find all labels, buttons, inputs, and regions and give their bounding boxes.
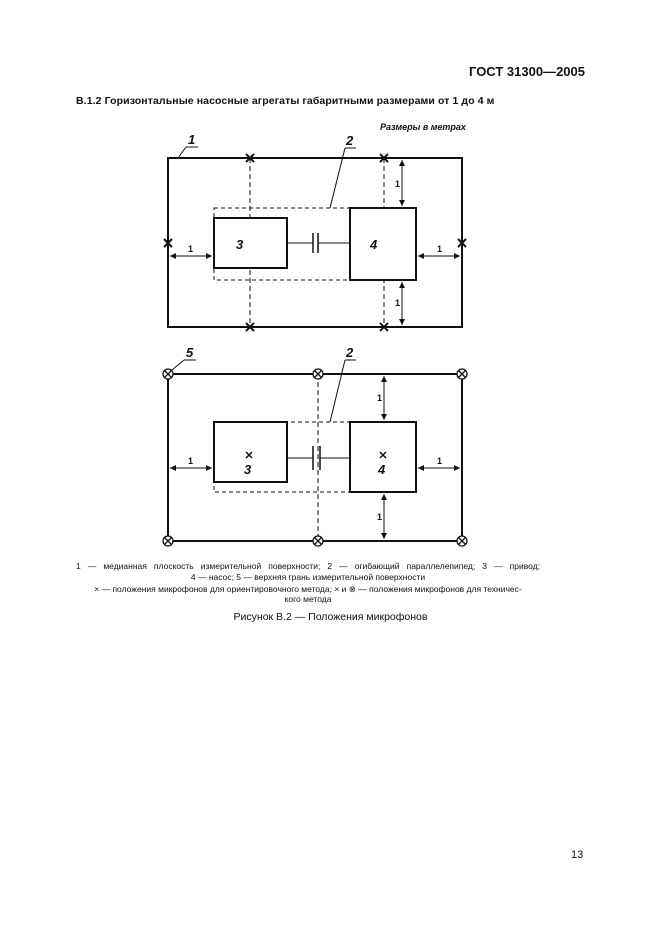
pump-label: 4	[378, 462, 386, 477]
dimension-label: 1	[437, 456, 443, 466]
figure-legend-line: × — положения микрофонов для ориентировочного метода; × и ⊗ — положения микрофонов для техничес-	[94, 584, 522, 594]
figure-legend-line: 4 — насос; 5 — верхняя грань измерительной поверхности	[190, 572, 426, 582]
top-diagram	[164, 132, 466, 331]
dimension-label: 1	[377, 512, 383, 522]
dimension-label: 1	[395, 179, 401, 189]
pump-box	[350, 208, 416, 280]
page-number: 13	[571, 849, 584, 861]
leader-line	[330, 360, 345, 422]
units-note: Размеры в метрах	[380, 122, 466, 132]
drive-label: 3	[244, 462, 252, 477]
figure-caption: Рисунок B.2 — Положения микрофонов	[233, 611, 428, 623]
leader-line	[178, 147, 186, 158]
measurement-surface-top	[168, 158, 462, 327]
callout-2: 2	[346, 345, 354, 360]
microphone-circled-cross-icon	[313, 536, 323, 546]
drive-label: 3	[236, 237, 244, 252]
callout-5: 5	[186, 345, 194, 360]
dimension-label: 1	[188, 456, 194, 466]
leader-line	[172, 360, 184, 370]
dimension-label: 1	[395, 298, 401, 308]
pump-box	[350, 422, 416, 492]
bottom-diagram	[163, 345, 467, 546]
callout-1: 1	[188, 132, 196, 147]
section-title: B.1.2 Горизонтальные насосные агрегаты габаритными размерами от 1 до 4 м	[76, 95, 495, 107]
microphone-circled-cross-icon	[457, 536, 467, 546]
document-header: ГОСТ 31300—2005	[469, 64, 585, 79]
drive-box	[214, 218, 287, 268]
microphone-circled-cross-icon	[313, 369, 323, 379]
measurement-surface-bottom	[168, 374, 462, 541]
figure-legend-line: кого метода	[284, 594, 332, 604]
dimension-label: 1	[437, 244, 443, 254]
figure-legend-line: 1 — медианная плоскость измерительной поверхности; 2 — огибающий параллелепипед; 3 — привод;	[76, 561, 540, 571]
callout-2: 2	[346, 133, 354, 148]
dimension-label: 1	[377, 393, 383, 403]
microphone-circled-cross-icon	[163, 369, 173, 379]
dimension-label: 1	[188, 244, 194, 254]
microphone-cross-icons	[164, 154, 466, 331]
microphone-circled-cross-icon	[163, 536, 173, 546]
microphone-circled-cross-icon	[457, 369, 467, 379]
microphone-circled-cross-icons	[163, 369, 467, 546]
pump-label: 4	[370, 237, 378, 252]
